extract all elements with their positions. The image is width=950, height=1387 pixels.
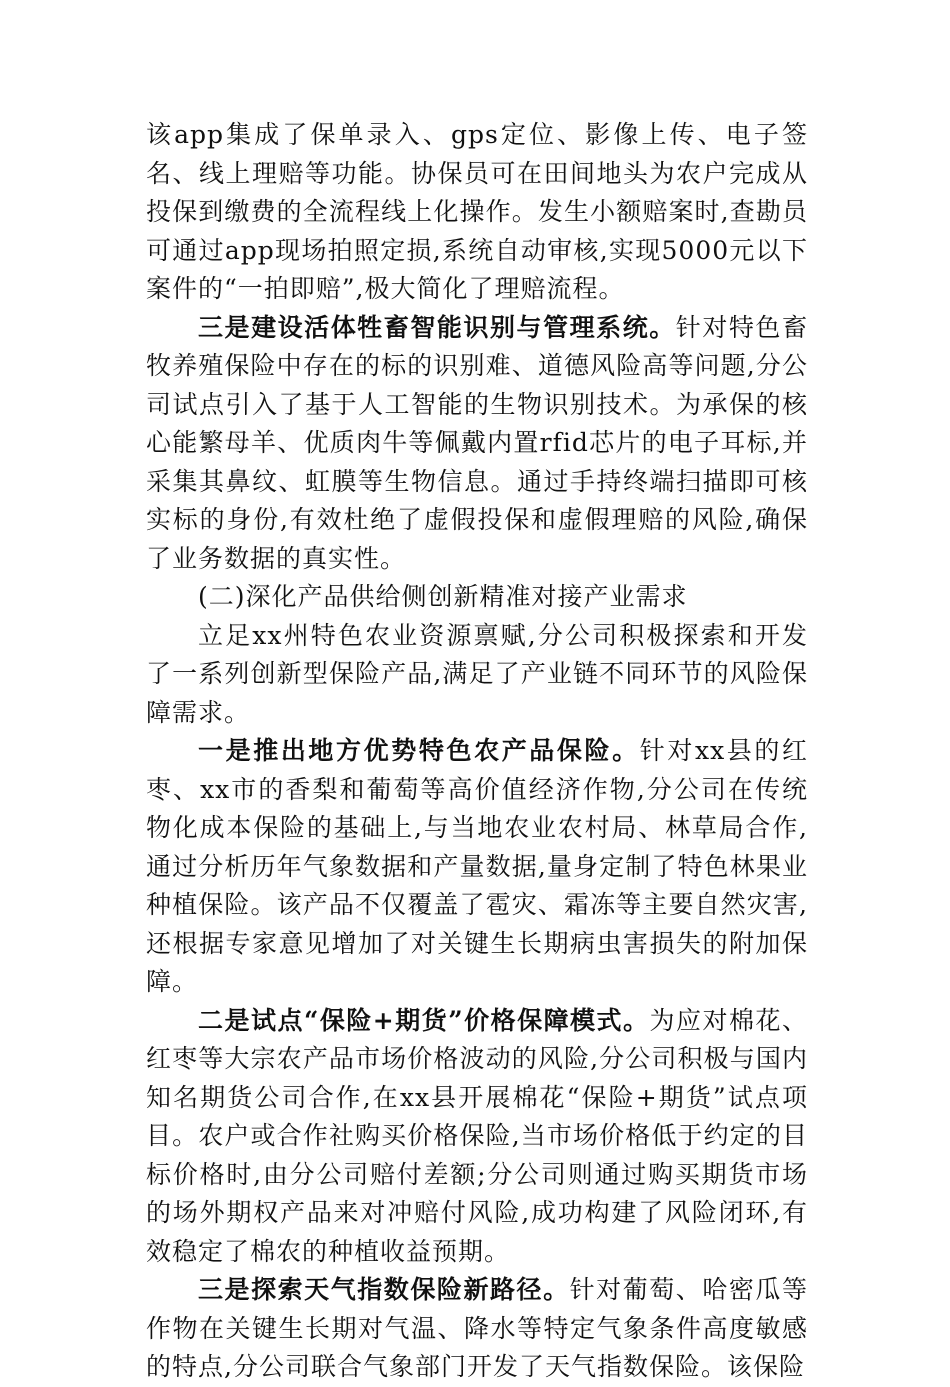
paragraph-insurance-futures	[146, 1002, 808, 1272]
paragraph-product-intro	[146, 617, 808, 733]
paragraph-app-features	[146, 116, 808, 309]
paragraph-lead: 一是推出地方优势特色农产品保险。	[198, 736, 640, 765]
section-heading-product-innovation	[146, 578, 808, 617]
paragraph-text: 针对xx县的红枣、xx市的香梨和葡萄等高价值经济作物,分公司在传统物化成本保险的基础上,与当地农业农村局、林草局合作,通过分析历年气象数据和产量数据,量身定制了特色林果业种植保险。该产品不仅覆盖了雹灾、霜冻等主要自然灾害,还根据专家意见增加了对关键生长期病虫害损失的附加保障。	[146, 736, 808, 996]
paragraph-lead: 二是试点“保险+期货”价格保障模式。	[198, 1005, 650, 1035]
section-heading-text: (二)深化产品供给侧创新精准对接产业需求	[198, 582, 688, 611]
document-body	[146, 116, 808, 1387]
paragraph-text: 针对特色畜牧养殖保险中存在的标的识别难、道德风险高等问题,分公司试点引入了基于人工智能的生物识别技术。为承保的核心能繁母羊、优质肉牛等佩戴内置rfid芯片的电子耳标,并采集其鼻纹、虹膜等生物信息。通过手持终端扫描即可核实标的身份,有效杜绝了虚假投保和虚假理赔的风险,确保了业务数据的真实性。	[146, 312, 808, 573]
paragraph-weather-index	[146, 1271, 808, 1387]
paragraph-lead: 三是建设活体牲畜智能识别与管理系统。	[198, 312, 676, 342]
paragraph-text: 立足xx州特色农业资源禀赋,分公司积极探索和开发了一系列创新型保险产品,满足了产业链不同环节的风险保障需求。	[146, 620, 808, 727]
paragraph-text: 针对葡萄、哈密瓜等作物在关键生长期对气温、降水等特定气象条件高度敏感的特点,分公司联合气象部门开发了天气指数保险。该保险	[146, 1275, 808, 1381]
paragraph-text: 该app集成了保单录入、gps定位、影像上传、电子签名、线上理赔等功能。协保员可在田间地头为农户完成从投保到缴费的全流程线上化操作。发生小额赔案时,查勘员可通过app现场拍照定损,系统自动审核,实现5000元以下案件的“一拍即赔”,极大简化了理赔流程。	[146, 120, 808, 303]
paragraph-text: 为应对棉花、红枣等大宗农产品市场价格波动的风险,分公司积极与国内知名期货公司合作,在xx县开展棉花“保险+期货”试点项目。农户或合作社购买价格保险,当市场价格低于约定的目标价格时,由分公司赔付差额;分公司则通过购买期货市场的场外期权产品来对冲赔付风险,成功构建了风险闭环,有效稳定了棉农的种植收益预期。	[146, 1005, 808, 1266]
paragraph-specialty-products	[146, 732, 808, 1002]
paragraph-livestock-recognition	[146, 309, 808, 579]
paragraph-lead: 三是探索天气指数保险新路径。	[198, 1275, 570, 1304]
